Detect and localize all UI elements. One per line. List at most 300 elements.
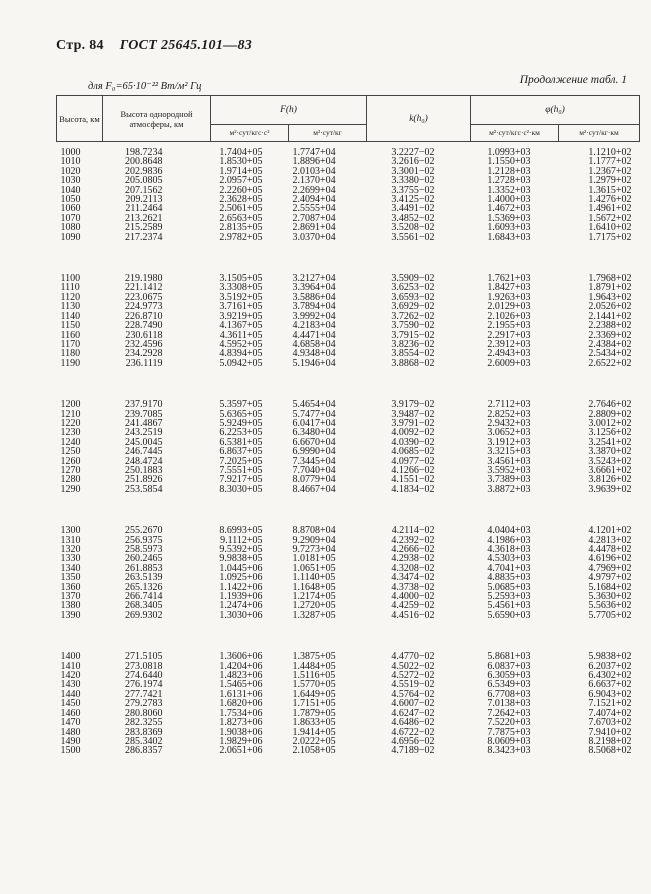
cell-F-1: 8.6993+05 [219,525,263,537]
table-row [57,233,640,242]
cell-atmosphere-height: 263.5139 [125,572,163,584]
cell-phi-2: 4.9797+02 [588,572,632,584]
cell-altitude: 1360 [60,581,81,593]
table-row [57,746,640,755]
cell-phi-2: 1.4276+02 [588,194,632,206]
cell-F-2: 2.5555+04 [292,203,336,215]
cell-phi-1: 6.3059+03 [487,670,531,682]
cell-F-2: 1.8633+05 [292,717,336,729]
cell-atmosphere-height: 255.2670 [125,525,163,537]
cell-F-2: 1.3287+05 [292,609,336,621]
cell-atmosphere-height: 286.8357 [125,745,163,757]
cell-k: 4.4770−02 [391,651,435,663]
cell-atmosphere-height: 282.3255 [125,717,163,729]
cell-k: 3.5208−02 [391,222,435,234]
cell-phi-1: 5.4561+03 [487,600,531,612]
cell-altitude: 1130 [60,301,81,313]
cell-k: 4.3474−02 [391,572,435,584]
cell-phi-2: 4.7969+02 [588,562,632,574]
cell-phi-2: 2.0526+02 [588,301,632,313]
cell-phi-2: 1.3615+02 [588,184,632,196]
cell-altitude: 1260 [60,455,81,467]
cell-F-2: 1.6449+05 [292,688,336,700]
cell-k: 4.2392−02 [391,534,435,546]
cell-phi-2: 5.5636+02 [588,600,632,612]
cell-F-1: 3.5192+05 [219,291,263,303]
cell-phi-2: 6.6637+02 [588,679,632,691]
cell-atmosphere-height: 253.5854 [125,483,163,495]
cell-k: 4.5022−02 [391,660,435,672]
cell-phi-1: 1.2128+03 [487,165,531,177]
cell-F-1: 7.5551+05 [219,464,263,476]
cell-atmosphere-height: 237.9170 [125,399,163,411]
cell-altitude: 1470 [60,717,81,729]
cell-phi-2: 5.1684+02 [588,581,632,593]
cell-atmosphere-height: 279.2783 [125,698,163,710]
cell-altitude: 1300 [60,525,81,537]
cell-phi-1: 2.1026+03 [487,310,531,322]
cell-k: 3.3755−02 [391,184,435,196]
cell-k: 4.6722−02 [391,726,435,738]
cell-F-2: 4.9348+04 [292,348,336,360]
cell-F-2: 2.1370+04 [292,175,336,187]
cell-k: 3.6593−02 [391,291,435,303]
cell-atmosphere-height: 232.4596 [125,338,163,350]
table-row [57,611,640,620]
cell-k: 3.8554−02 [391,348,435,360]
cell-F-1: 9.5392+05 [219,544,263,555]
cell-F-1: 1.3030+06 [219,609,263,621]
cell-F-1: 3.7161+05 [219,301,263,313]
cell-altitude: 1490 [60,735,81,747]
cell-F-2: 1.9414+05 [292,726,336,738]
cell-k: 3.6253−02 [391,282,435,294]
cell-atmosphere-height: 276.1974 [125,679,163,691]
cell-k: 4.2666−02 [391,544,435,555]
cell-altitude: 1170 [60,338,81,350]
cell-F-1: 5.6365+05 [219,408,263,420]
cell-F-1: 9.9838+05 [219,553,263,565]
cell-phi-2: 8.5068+02 [588,745,632,757]
cell-F-1: 1.8530+05 [219,156,263,168]
cell-atmosphere-height: 226.8710 [125,310,163,322]
cell-phi-2: 2.8809+02 [588,408,632,420]
cell-F-1: 6.5381+05 [219,436,263,448]
cell-F-2: 1.1648+05 [292,581,336,593]
cell-k: 4.0092−02 [391,427,435,439]
cell-F-2: 1.2174+05 [292,591,336,603]
cell-k: 4.3208−02 [391,562,435,574]
cell-F-2: 6.6670+04 [292,436,336,448]
cell-altitude: 1290 [60,483,81,495]
cell-phi-1: 1.1550+03 [487,156,531,168]
cell-k: 4.7189−02 [391,745,435,757]
cell-k: 3.5909−02 [391,273,435,285]
cell-altitude: 1190 [60,357,81,369]
cell-k: 4.5272−02 [391,670,435,682]
cell-phi-1: 7.0138+03 [487,698,531,710]
cell-altitude: 1160 [60,329,81,341]
cell-phi-1: 3.7389+03 [487,474,531,486]
cell-atmosphere-height: 245.0045 [125,436,163,448]
cell-phi-2: 3.5243+02 [588,455,632,467]
cell-atmosphere-height: 236.1119 [125,357,163,369]
cell-atmosphere-height: 200.8648 [125,156,163,168]
group-spacer [57,368,640,400]
cell-phi-2: 4.6196+02 [588,553,632,565]
cell-F-1: 2.0957+05 [219,175,263,187]
cell-F-2: 1.5770+05 [292,679,336,691]
cell-phi-2: 1.1210+02 [588,147,632,158]
cell-altitude: 1080 [60,222,81,234]
cell-F-2: 4.2183+04 [292,320,336,332]
cell-phi-1: 2.4943+03 [487,348,531,360]
cell-F-1: 2.0651+06 [219,745,263,757]
cell-F-1: 1.1939+06 [219,591,263,603]
cell-F-1: 4.1367+05 [219,320,263,332]
cell-F-1: 1.9714+05 [219,165,263,177]
cell-F-1: 1.7534+06 [219,707,263,719]
cell-phi-1: 2.1955+03 [487,320,531,332]
cell-phi-1: 5.6590+03 [487,609,531,621]
cell-F-2: 1.7151+05 [292,698,336,710]
cell-F-2: 2.2699+04 [292,184,336,196]
cell-altitude: 1020 [60,165,81,177]
cell-phi-1: 7.5220+03 [487,717,531,729]
cell-F-1: 5.0942+05 [219,357,263,369]
table-row [57,485,640,494]
cell-altitude: 1430 [60,679,81,691]
cell-k: 3.9179−02 [391,399,435,411]
cell-phi-1: 1.9263+03 [487,291,531,303]
cell-atmosphere-height: 283.8369 [125,726,163,738]
cell-atmosphere-height: 230.6118 [125,329,163,341]
cell-altitude: 1500 [60,745,81,757]
cell-phi-1: 4.1986+03 [487,534,531,546]
header-altitude: Высота, км [57,96,103,142]
cell-phi-2: 1.9643+02 [588,291,632,303]
cell-altitude: 1230 [60,427,81,439]
cell-altitude: 1220 [60,417,81,429]
cell-phi-1: 1.6093+03 [487,222,531,234]
cell-phi-2: 7.9410+02 [588,726,632,738]
cell-F-2: 2.7087+04 [292,212,336,224]
cell-altitude: 1180 [60,348,81,360]
cell-F-2: 2.4094+04 [292,194,336,206]
cell-k: 4.5764−02 [391,688,435,700]
cell-phi-1: 2.8252+03 [487,408,531,420]
cell-atmosphere-height: 228.7490 [125,320,163,332]
cell-F-2: 2.0103+04 [292,165,336,177]
cell-altitude: 1090 [60,231,81,243]
cell-altitude: 1250 [60,446,81,458]
cell-phi-2: 2.2388+02 [588,320,632,332]
cell-altitude: 1060 [60,203,81,215]
cell-phi-2: 6.9043+02 [588,688,632,700]
cell-atmosphere-height: 271.5105 [125,651,163,663]
cell-atmosphere-height: 250.1883 [125,464,163,476]
cell-atmosphere-height: 213.2621 [125,212,163,224]
group-spacer [57,494,640,526]
cell-altitude: 1440 [60,688,81,700]
cell-atmosphere-height: 224.9773 [125,301,163,313]
cell-atmosphere-height: 285.3402 [125,735,163,747]
cell-altitude: 1050 [60,194,81,206]
cell-altitude: 1330 [60,553,81,565]
cell-k: 4.6956−02 [391,735,435,747]
cell-F-1: 1.9038+06 [219,726,263,738]
cell-F-2: 9.7273+04 [292,544,336,555]
data-table [56,95,640,756]
cell-F-1: 3.3308+05 [219,282,263,294]
cell-phi-2: 3.0012+02 [588,417,632,429]
cell-atmosphere-height: 248.4724 [125,455,163,467]
header-phi: φ(h₀) [471,96,640,125]
cell-phi-1: 1.4672+03 [487,203,531,215]
cell-phi-1: 3.1912+03 [487,436,531,448]
cell-F-1: 9.1112+05 [220,534,263,546]
cell-F-1: 2.5061+05 [219,203,263,215]
cell-atmosphere-height: 277.7421 [125,688,163,700]
cell-F-2: 1.3875+05 [292,651,336,663]
cell-phi-2: 3.6661+02 [588,464,632,476]
cell-atmosphere-height: 258.5973 [125,544,163,555]
cell-altitude: 1370 [60,591,81,603]
cell-phi-2: 3.3870+02 [588,446,632,458]
cell-altitude: 1380 [60,600,81,612]
cell-phi-1: 2.6009+03 [487,357,531,369]
cell-phi-2: 2.4384+02 [588,338,632,350]
cell-k: 4.2114−02 [391,525,435,537]
cell-F-1: 7.2025+05 [219,455,263,467]
cell-k: 4.1551−02 [391,474,435,486]
cell-altitude: 1120 [60,291,81,303]
cell-k: 4.1834−02 [391,483,435,495]
cell-k: 3.3380−02 [391,175,435,187]
cell-F-2: 1.0181+05 [292,553,336,565]
table-row [57,142,640,158]
header-atmosphere-height: Высота однородной атмосферы, км [103,96,211,142]
cell-phi-1: 6.5349+03 [487,679,531,691]
condition-label: для F₀=65·10⁻²² Вт/м² Гц [88,81,202,92]
cell-k: 4.4259−02 [391,600,435,612]
cell-F-2: 6.0417+04 [292,417,336,429]
cell-k: 4.6247−02 [391,707,435,719]
cell-altitude: 1340 [60,562,81,574]
cell-phi-2: 8.2198+02 [588,735,632,747]
cell-F-2: 5.1946+04 [292,357,336,369]
page-header [56,38,252,54]
cell-phi-1: 2.2917+03 [487,329,531,341]
cell-k: 3.4125−02 [391,194,435,206]
header-F-unit-1: м²·сут/кгс·с² [211,125,289,142]
cell-phi-1: 5.8681+03 [487,651,531,663]
cell-altitude: 1000 [60,147,81,158]
cell-altitude: 1460 [60,707,81,719]
cell-atmosphere-height: 223.0675 [125,291,163,303]
cell-altitude: 1390 [60,609,81,621]
cell-phi-1: 4.3618+03 [487,544,531,555]
cell-altitude: 1280 [60,474,81,486]
cell-k: 4.6007−02 [391,698,435,710]
cell-atmosphere-height: 246.7445 [125,446,163,458]
cell-atmosphere-height: 256.9375 [125,534,163,546]
cell-F-1: 1.2474+06 [219,600,263,612]
cell-phi-2: 2.3369+02 [588,329,632,341]
cell-atmosphere-height: 217.2374 [125,231,163,243]
cell-k: 3.6929−02 [391,301,435,313]
cell-atmosphere-height: 202.9836 [125,165,163,177]
cell-F-2: 8.0779+04 [292,474,336,486]
cell-F-1: 3.9219+05 [219,310,263,322]
cell-F-1: 5.9249+05 [219,417,263,429]
cell-phi-1: 2.0129+03 [487,301,531,313]
cell-altitude: 1040 [60,184,81,196]
cell-k: 4.4000−02 [391,591,435,603]
cell-k: 4.4516−02 [391,609,435,621]
cell-phi-1: 4.8835+03 [487,572,531,584]
cell-phi-1: 2.3912+03 [487,338,531,350]
cell-phi-2: 1.2367+02 [588,165,632,177]
cell-k: 3.9487−02 [391,408,435,420]
cell-atmosphere-height: 274.6440 [125,670,163,682]
cell-atmosphere-height: 261.8853 [125,562,163,574]
cell-F-2: 8.4667+04 [292,483,336,495]
cell-k: 4.3738−02 [391,581,435,593]
cell-phi-2: 5.3630+02 [588,591,632,603]
cell-F-2: 2.8691+04 [292,222,336,234]
cell-F-2: 3.0370+04 [292,231,336,243]
cell-F-1: 2.9782+05 [219,231,263,243]
cell-F-1: 1.1422+06 [219,581,263,593]
cell-F-1: 2.8135+05 [219,222,263,234]
cell-F-1: 1.0925+06 [219,572,263,584]
cell-k: 3.7915−02 [391,329,435,341]
cell-F-2: 1.7747+04 [292,147,336,158]
cell-atmosphere-height: 266.7414 [125,591,163,603]
cell-k: 3.4852−02 [391,212,435,224]
cell-F-2: 8.8708+04 [292,525,336,537]
cell-phi-2: 7.1521+02 [588,698,632,710]
cell-k: 4.0977−02 [391,455,435,467]
cell-F-1: 4.3611+05 [219,329,263,341]
cell-F-2: 1.8896+04 [292,156,336,168]
cell-k: 3.9791−02 [391,417,435,429]
cell-F-2: 2.0222+05 [292,735,336,747]
header-F-unit-2: м²·сут/кг [289,125,367,142]
cell-phi-1: 4.5303+03 [487,553,531,565]
cell-phi-1: 1.2728+03 [487,175,531,187]
cell-atmosphere-height: 221.1412 [125,282,163,294]
cell-atmosphere-height: 205.0805 [125,175,163,187]
cell-phi-2: 2.5434+02 [588,348,632,360]
cell-F-2: 6.9990+04 [292,446,336,458]
cell-phi-2: 1.5672+02 [588,212,632,224]
cell-atmosphere-height: 211.2464 [125,203,163,215]
cell-phi-1: 1.4000+03 [487,194,531,206]
cell-phi-1: 2.9432+03 [487,417,531,429]
cell-phi-1: 7.2642+03 [487,707,531,719]
data-table-container [56,95,639,756]
cell-k: 4.0685−02 [391,446,435,458]
cell-phi-1: 3.0652+03 [487,427,531,439]
cell-k: 3.2227−02 [391,147,435,158]
cell-phi-2: 6.4302+02 [588,670,632,682]
cell-atmosphere-height: 269.9302 [125,609,163,621]
group-spacer [57,620,640,652]
cell-phi-1: 5.0685+03 [487,581,531,593]
cell-phi-1: 1.3352+03 [487,184,531,196]
cell-F-2: 5.4654+04 [292,399,336,411]
cell-F-1: 2.6563+05 [219,212,263,224]
cell-phi-1: 4.0404+03 [487,525,531,537]
cell-atmosphere-height: 260.2465 [125,553,163,565]
cell-F-2: 3.2127+04 [292,273,336,285]
cell-altitude: 1350 [60,572,81,584]
cell-atmosphere-height: 273.0818 [125,660,163,672]
cell-phi-1: 6.0837+03 [487,660,531,672]
cell-F-1: 1.3606+06 [219,651,263,663]
cell-atmosphere-height: 268.3405 [125,600,163,612]
cell-phi-2: 6.2037+02 [588,660,632,672]
header-phi-unit-1: м²·сут/кгс·с²·км [471,125,559,142]
cell-phi-2: 3.8126+02 [588,474,632,486]
cell-phi-2: 5.7705+02 [588,609,632,621]
cell-altitude: 1140 [60,310,81,322]
cell-phi-2: 3.1256+02 [588,427,632,439]
cell-F-2: 2.1058+05 [292,745,336,757]
cell-atmosphere-height: 239.7085 [125,408,163,420]
cell-atmosphere-height: 209.2113 [125,194,163,206]
cell-F-2: 1.4484+05 [292,660,336,672]
cell-F-1: 1.0445+06 [219,562,263,574]
cell-F-2: 1.1140+05 [292,572,336,584]
cell-phi-1: 3.3215+03 [487,446,531,458]
cell-F-2: 3.7894+04 [292,301,336,313]
cell-phi-2: 5.9838+02 [588,651,632,663]
cell-phi-2: 1.7175+02 [588,231,632,243]
cell-atmosphere-height: 234.2928 [125,348,163,360]
cell-altitude: 1210 [60,408,81,420]
cell-phi-1: 8.0609+03 [487,735,531,747]
cell-k: 4.6486−02 [391,717,435,729]
table-row [57,359,640,368]
cell-phi-2: 2.1441+02 [588,310,632,322]
cell-F-1: 4.5952+05 [219,338,263,350]
cell-F-1: 6.2253+05 [219,427,263,439]
cell-F-2: 3.9992+04 [292,310,336,322]
cell-k: 3.3001−02 [391,165,435,177]
cell-atmosphere-height: 219.1980 [125,273,163,285]
cell-altitude: 1410 [60,660,81,672]
cell-F-1: 1.7404+05 [219,147,263,158]
cell-F-1: 8.3030+05 [219,483,263,495]
cell-F-2: 4.6858+04 [292,338,336,350]
group-spacer [57,242,640,274]
cell-k: 4.2938−02 [391,553,435,565]
cell-F-1: 1.4823+06 [219,670,263,682]
cell-F-2: 6.3480+04 [292,427,336,439]
cell-F-2: 1.7879+05 [292,707,336,719]
cell-k: 3.8868−02 [391,357,435,369]
cell-altitude: 1400 [60,651,81,663]
cell-F-1: 3.1505+05 [219,273,263,285]
cell-altitude: 1010 [60,156,81,168]
cell-phi-2: 7.6703+02 [588,717,632,729]
cell-F-2: 7.3445+04 [292,455,336,467]
cell-phi-2: 3.9639+02 [588,483,632,495]
continuation-label: Продолжение табл. 1 [519,74,627,86]
